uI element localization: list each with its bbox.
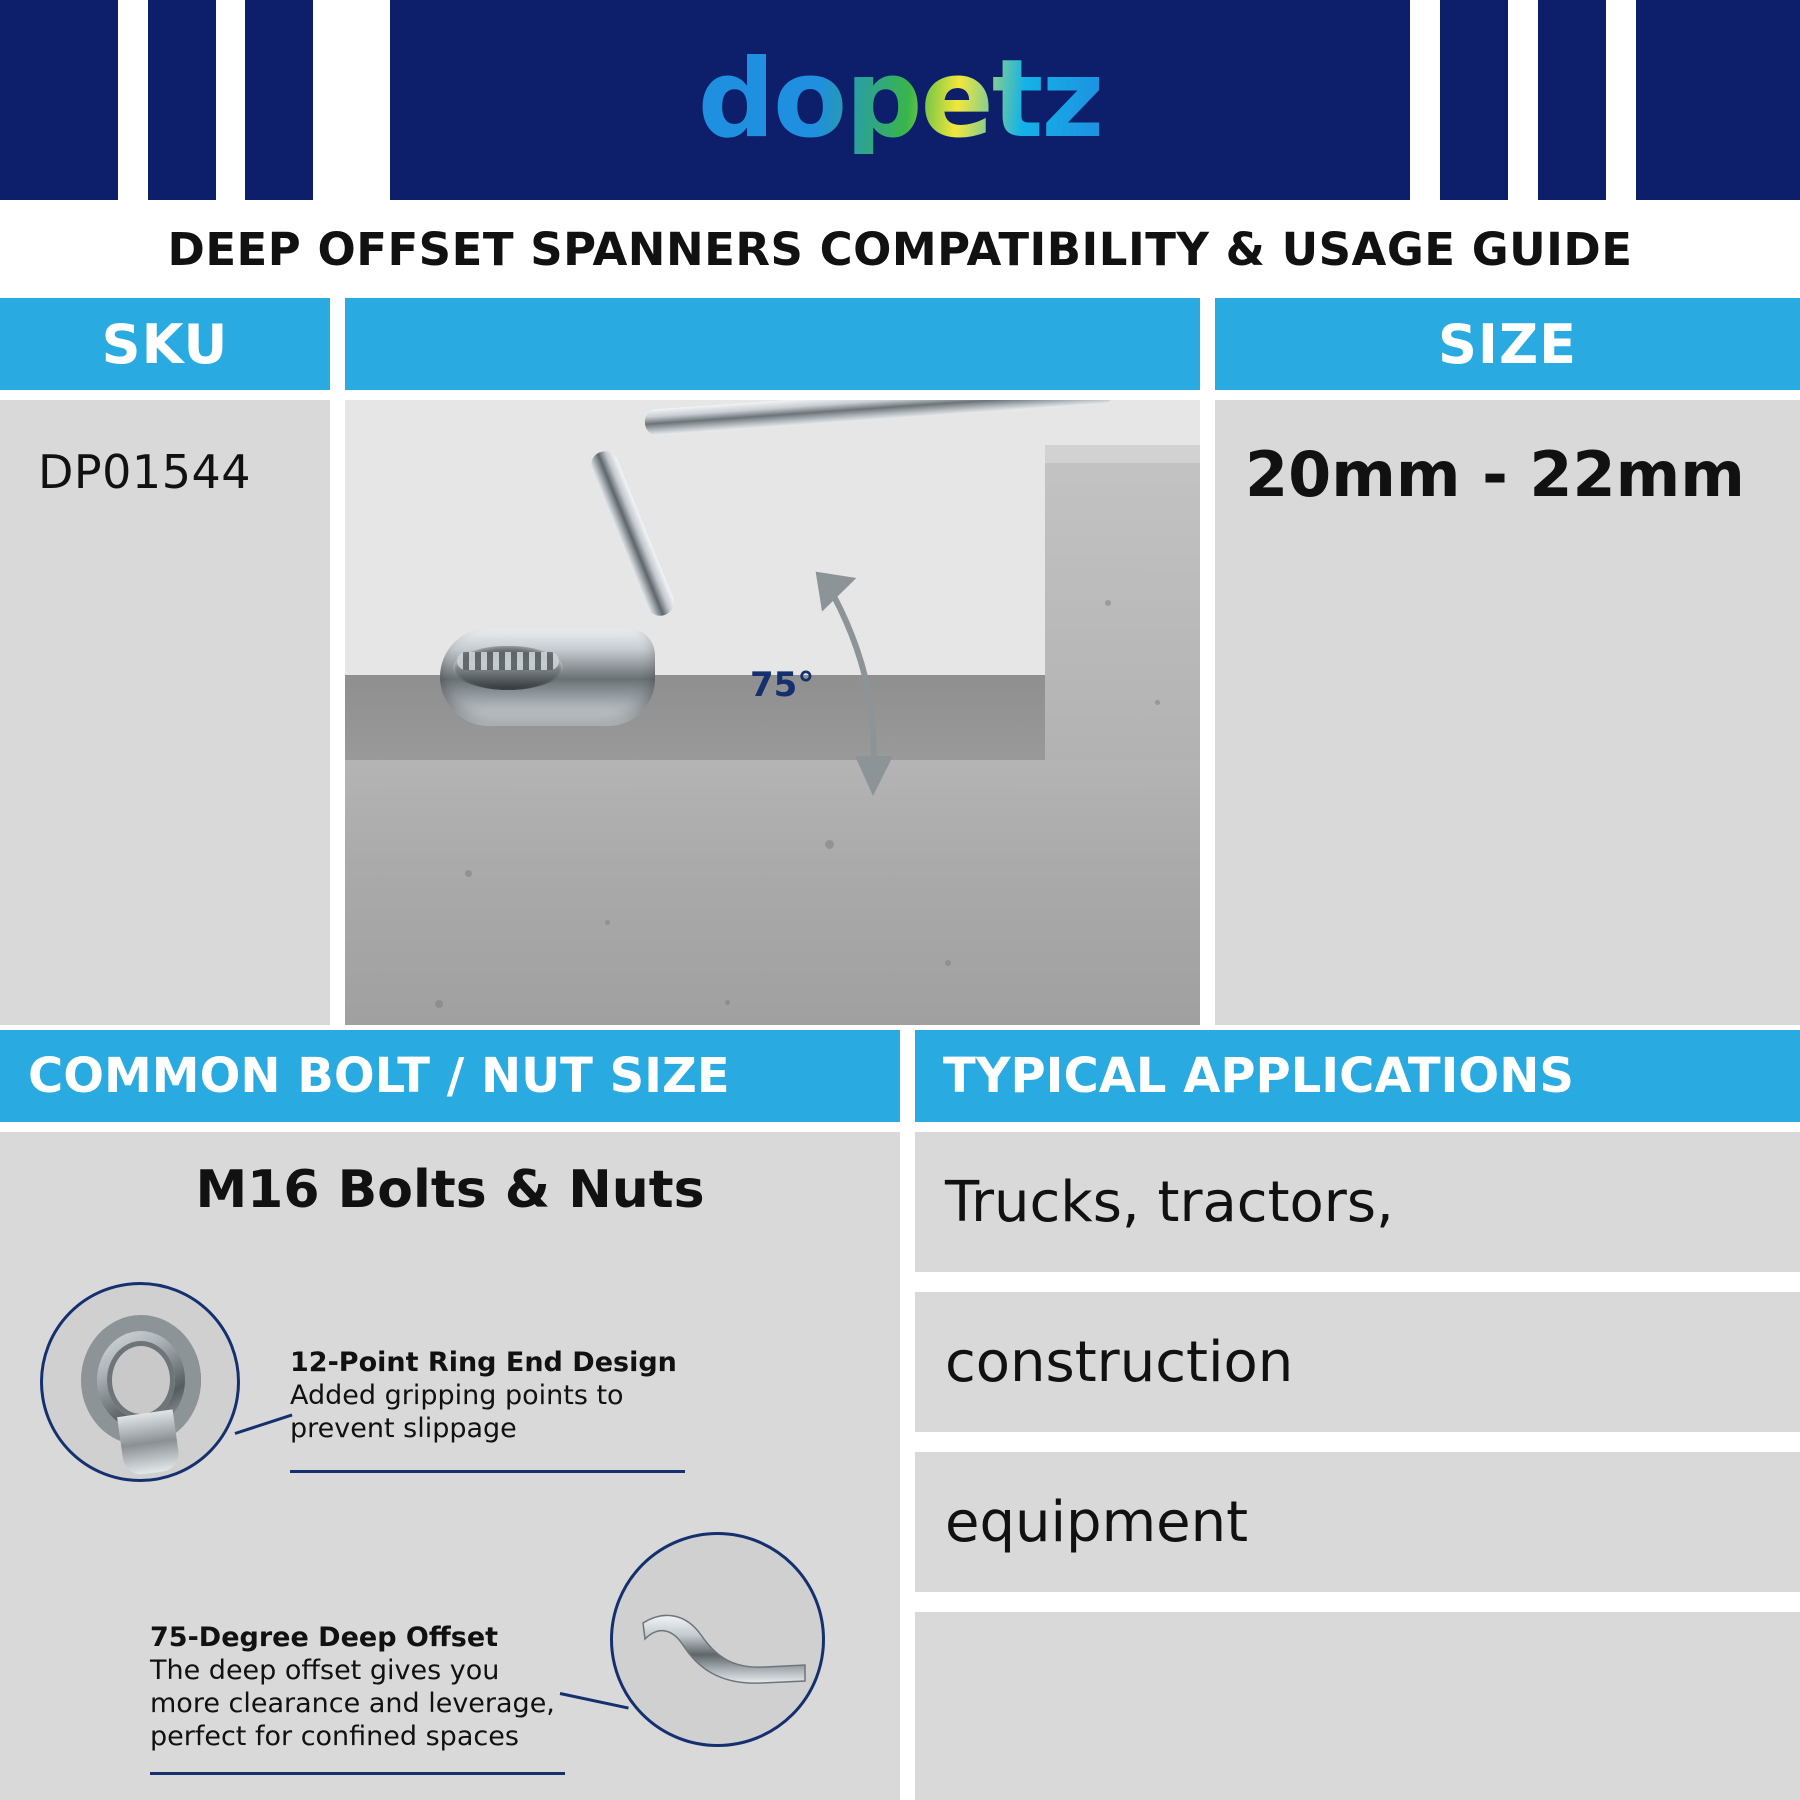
texture-speck (605, 920, 610, 925)
column-header-sku (0, 298, 330, 390)
ring-end-shank (117, 1409, 181, 1476)
column-header-sku-label: SKU (101, 312, 229, 376)
header-segment (0, 0, 118, 200)
column-header-bolt-size-label: COMMON BOLT / NUT SIZE (28, 1048, 730, 1104)
column-header-applications-label: TYPICAL APPLICATIONS (943, 1048, 1574, 1104)
application-label: construction (945, 1329, 1294, 1395)
brand-logo-text: dopetz (697, 37, 1103, 162)
callout-deep-offset (150, 1622, 570, 1754)
callout-image-ring-end (40, 1282, 240, 1482)
leader-line (150, 1772, 565, 1775)
sku-value: DP01544 (38, 445, 251, 499)
spanner-shank (644, 400, 1115, 436)
texture-speck (435, 1000, 443, 1008)
angle-label: 75° (750, 665, 815, 705)
spanner-offset-bend (587, 447, 678, 619)
column-header-applications (915, 1030, 1800, 1122)
application-row (915, 1132, 1800, 1272)
texture-speck (825, 840, 834, 849)
concrete-block-right-top (1045, 445, 1200, 463)
page-title: DEEP OFFSET SPANNERS COMPATIBILITY & USAGE GUIDE (167, 222, 1633, 276)
concrete-block-right (1045, 455, 1200, 780)
header-segment (1440, 0, 1508, 200)
callout-ring-end-title: 12-Point Ring End Design (290, 1347, 677, 1378)
texture-speck (945, 960, 951, 966)
size-cell (1215, 400, 1800, 1025)
deep-offset-icon (635, 1605, 811, 1685)
application-row (915, 1292, 1800, 1432)
callout-ring-end-body: Added gripping points to prevent slippage (290, 1379, 624, 1444)
texture-speck (465, 870, 472, 877)
application-row (915, 1452, 1800, 1592)
leader-line (290, 1470, 685, 1473)
brand-logo (390, 0, 1410, 200)
header-segment (245, 0, 313, 200)
texture-speck (1105, 600, 1111, 606)
bolt-size-title: M16 Bolts & Nuts (195, 1160, 705, 1220)
texture-speck (1155, 700, 1160, 705)
column-header-size-label: SIZE (1437, 312, 1578, 376)
header-segment (1538, 0, 1606, 200)
callout-image-deep-offset (610, 1532, 825, 1747)
application-label: Trucks, tractors, (945, 1169, 1394, 1235)
bolt-size-panel (0, 1132, 900, 1800)
spanner-ring-teeth (457, 652, 559, 670)
callout-deep-offset-body: The deep offset gives you more clearance and leverage, perfect for confined spaces (150, 1654, 555, 1752)
application-label: equipment (945, 1489, 1249, 1555)
leader-line (560, 1692, 629, 1709)
texture-speck (725, 1000, 730, 1005)
callout-ring-end (290, 1347, 690, 1446)
leader-line (235, 1414, 293, 1435)
header-segment (148, 0, 216, 200)
column-header-size (1215, 298, 1800, 390)
header-segment (1636, 0, 1800, 200)
header-band (0, 0, 1800, 200)
application-row (915, 1612, 1800, 1800)
column-header-image (345, 298, 1200, 390)
sku-cell (0, 400, 330, 1025)
page-title-bar (0, 200, 1800, 298)
callout-deep-offset-title: 75-Degree Deep Offset (150, 1622, 499, 1653)
applications-panel (915, 1132, 1800, 1800)
column-header-bolt-size (0, 1030, 900, 1122)
product-image-panel (345, 400, 1200, 1025)
size-value: 20mm - 22mm (1245, 438, 1745, 511)
